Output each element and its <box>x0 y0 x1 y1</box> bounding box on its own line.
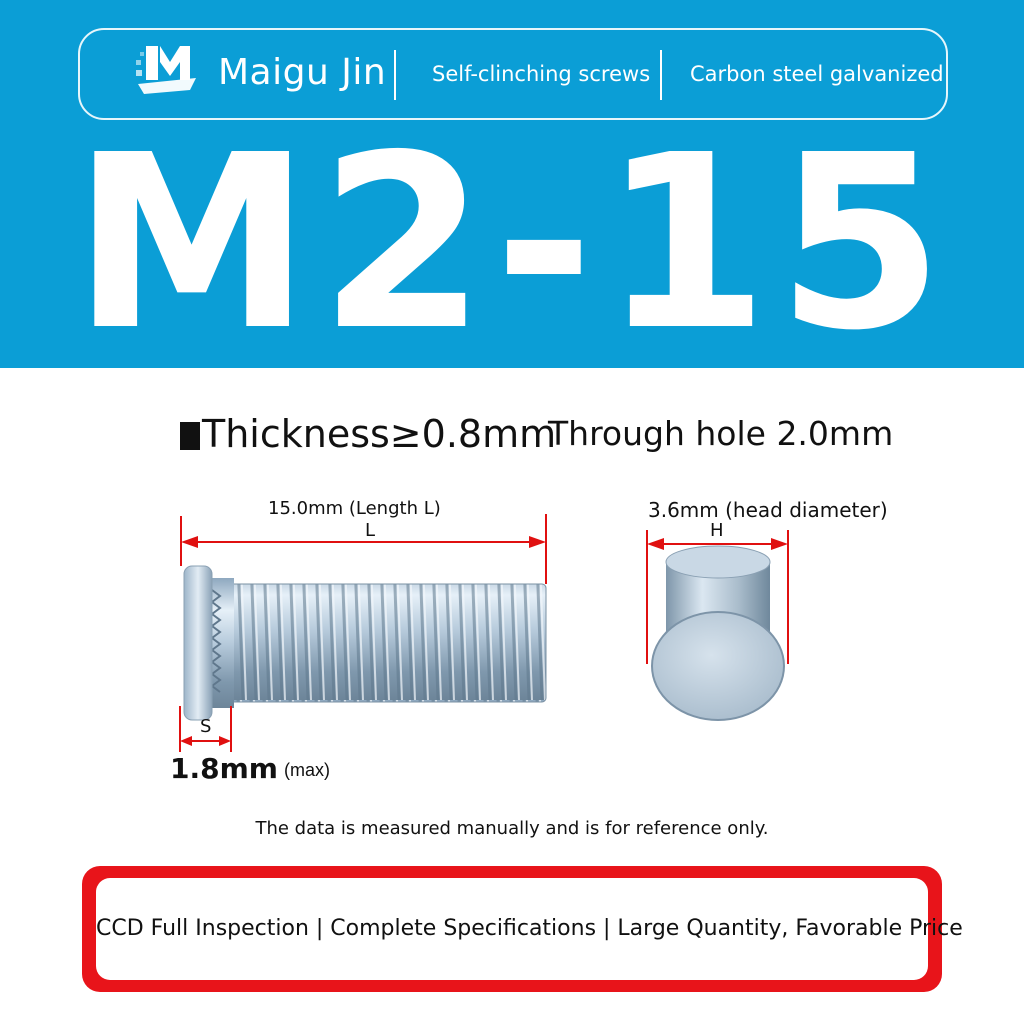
screw-head-view <box>652 546 784 720</box>
model-title: M2-15 <box>72 103 952 383</box>
length-dimension <box>181 514 546 584</box>
screw-side-view <box>184 566 546 720</box>
shank-letter: S <box>200 716 212 737</box>
footer-slogan: CCD Full Inspection | Complete Specifications | Large Quantity, Favorable Price <box>96 916 963 941</box>
length-letter: L <box>365 520 376 541</box>
product-type-label: Self-clinching screws <box>432 62 651 86</box>
brand-name: Maigu Jin <box>218 52 387 93</box>
material-label: Carbon steel galvanized <box>690 62 944 86</box>
head-diameter-letter: H <box>710 520 724 541</box>
thickness-spec-text: Thickness≥0.8mm <box>202 412 557 456</box>
through-hole-spec: Through hole 2.0mm <box>548 414 894 453</box>
shank-value: 1.8mm <box>170 752 278 785</box>
head-diameter-caption: 3.6mm (head diameter) <box>648 498 888 522</box>
shank-qualifier: (max) <box>284 760 330 780</box>
length-caption: 15.0mm (Length L) <box>268 498 441 519</box>
reference-note: The data is measured manually and is for reference only. <box>255 818 769 839</box>
